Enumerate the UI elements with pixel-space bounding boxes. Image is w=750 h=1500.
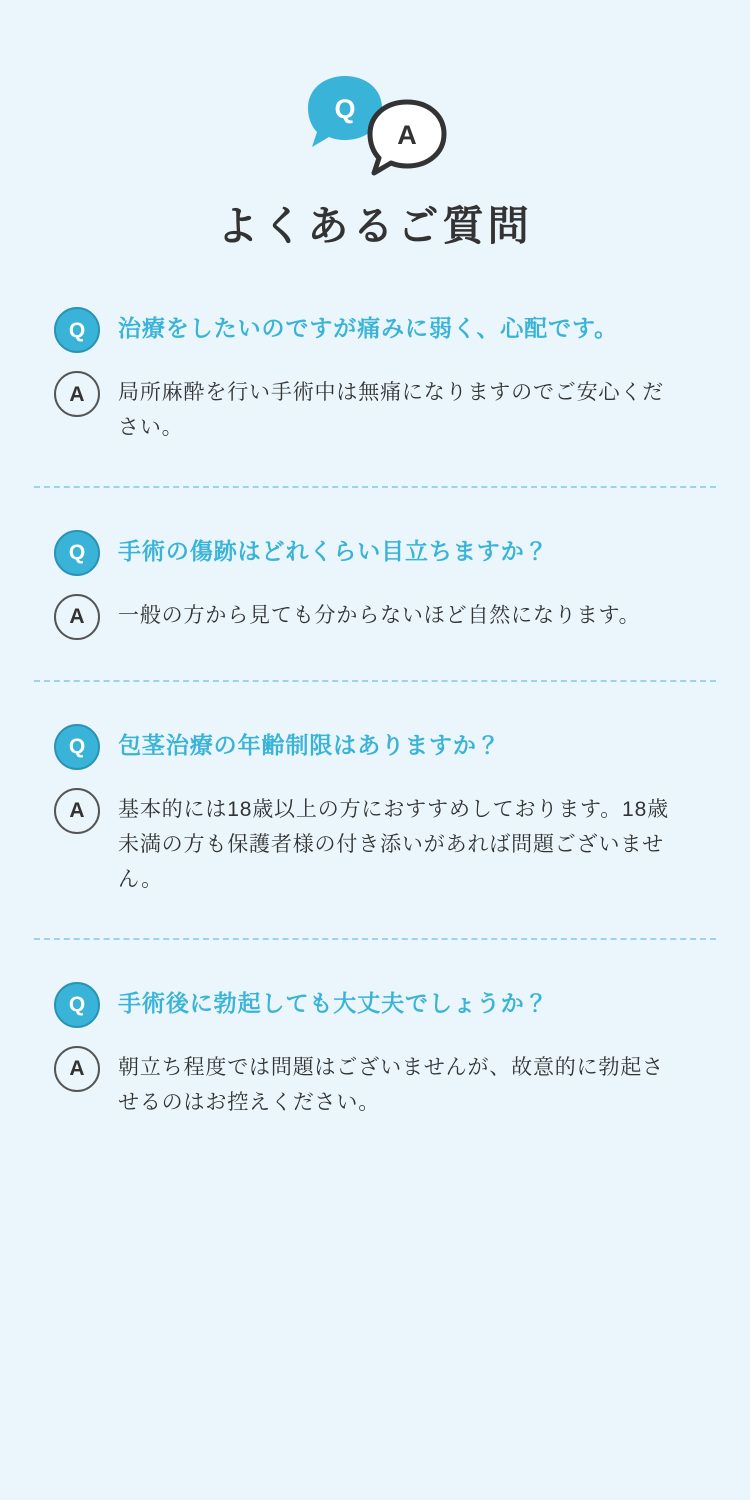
faq-answer-row: [54, 592, 696, 640]
faq-list: [0, 305, 750, 1120]
faq-question-row: [54, 722, 696, 770]
faq-divider: [34, 486, 716, 488]
faq-answer-row: [54, 369, 696, 446]
question-badge: Q: [54, 982, 100, 1028]
faq-answer-text: 局所麻酔を行い手術中は無痛になりますのでご安心ください。: [118, 381, 664, 440]
faq-answer-text: 基本的には18歳以上の方におすすめしております。18歳未満の方も保護者様の付き添いがあれば問題ございません。: [118, 797, 669, 892]
faq-answer-text: 朝立ち程度では問題はございませんが、故意的に勃起させるのはお控えください。: [118, 1055, 664, 1114]
faq-answer-text: 一般の方から見ても分からないほど自然になります。: [118, 603, 641, 627]
answer-badge: A: [54, 371, 100, 417]
faq-divider: [34, 680, 716, 682]
faq-answer-row: [54, 1044, 696, 1121]
faq-item[interactable]: [24, 722, 726, 898]
faq-question-row: [54, 980, 696, 1028]
faq-question-text: 包茎治療の年齢制限はありますか？: [118, 731, 501, 758]
faq-question-row: [54, 528, 696, 576]
faq-divider: [34, 938, 716, 940]
page-header: [0, 0, 750, 251]
faq-item[interactable]: [24, 528, 726, 640]
question-badge: Q: [54, 307, 100, 353]
logo-a-letter: A: [397, 120, 417, 150]
faq-question-row: [54, 305, 696, 353]
faq-answer-row: [54, 786, 696, 898]
faq-item[interactable]: [24, 980, 726, 1121]
faq-item[interactable]: [24, 305, 726, 446]
answer-badge: A: [54, 1046, 100, 1092]
answer-badge: A: [54, 594, 100, 640]
faq-question-text: 手術後に勃起しても大丈夫でしょうか？: [118, 989, 549, 1016]
question-badge: Q: [54, 530, 100, 576]
logo-q-letter: Q: [334, 94, 356, 124]
faq-question-text: 手術の傷跡はどれくらい目立ちますか？: [118, 537, 549, 564]
answer-badge: A: [54, 788, 100, 834]
page-title: よくあるご質問: [217, 203, 533, 249]
faq-question-text: 治療をしたいのですが痛みに弱く、心配です。: [118, 315, 619, 342]
question-badge: Q: [54, 724, 100, 770]
qa-speech-bubbles-icon: [290, 72, 460, 180]
